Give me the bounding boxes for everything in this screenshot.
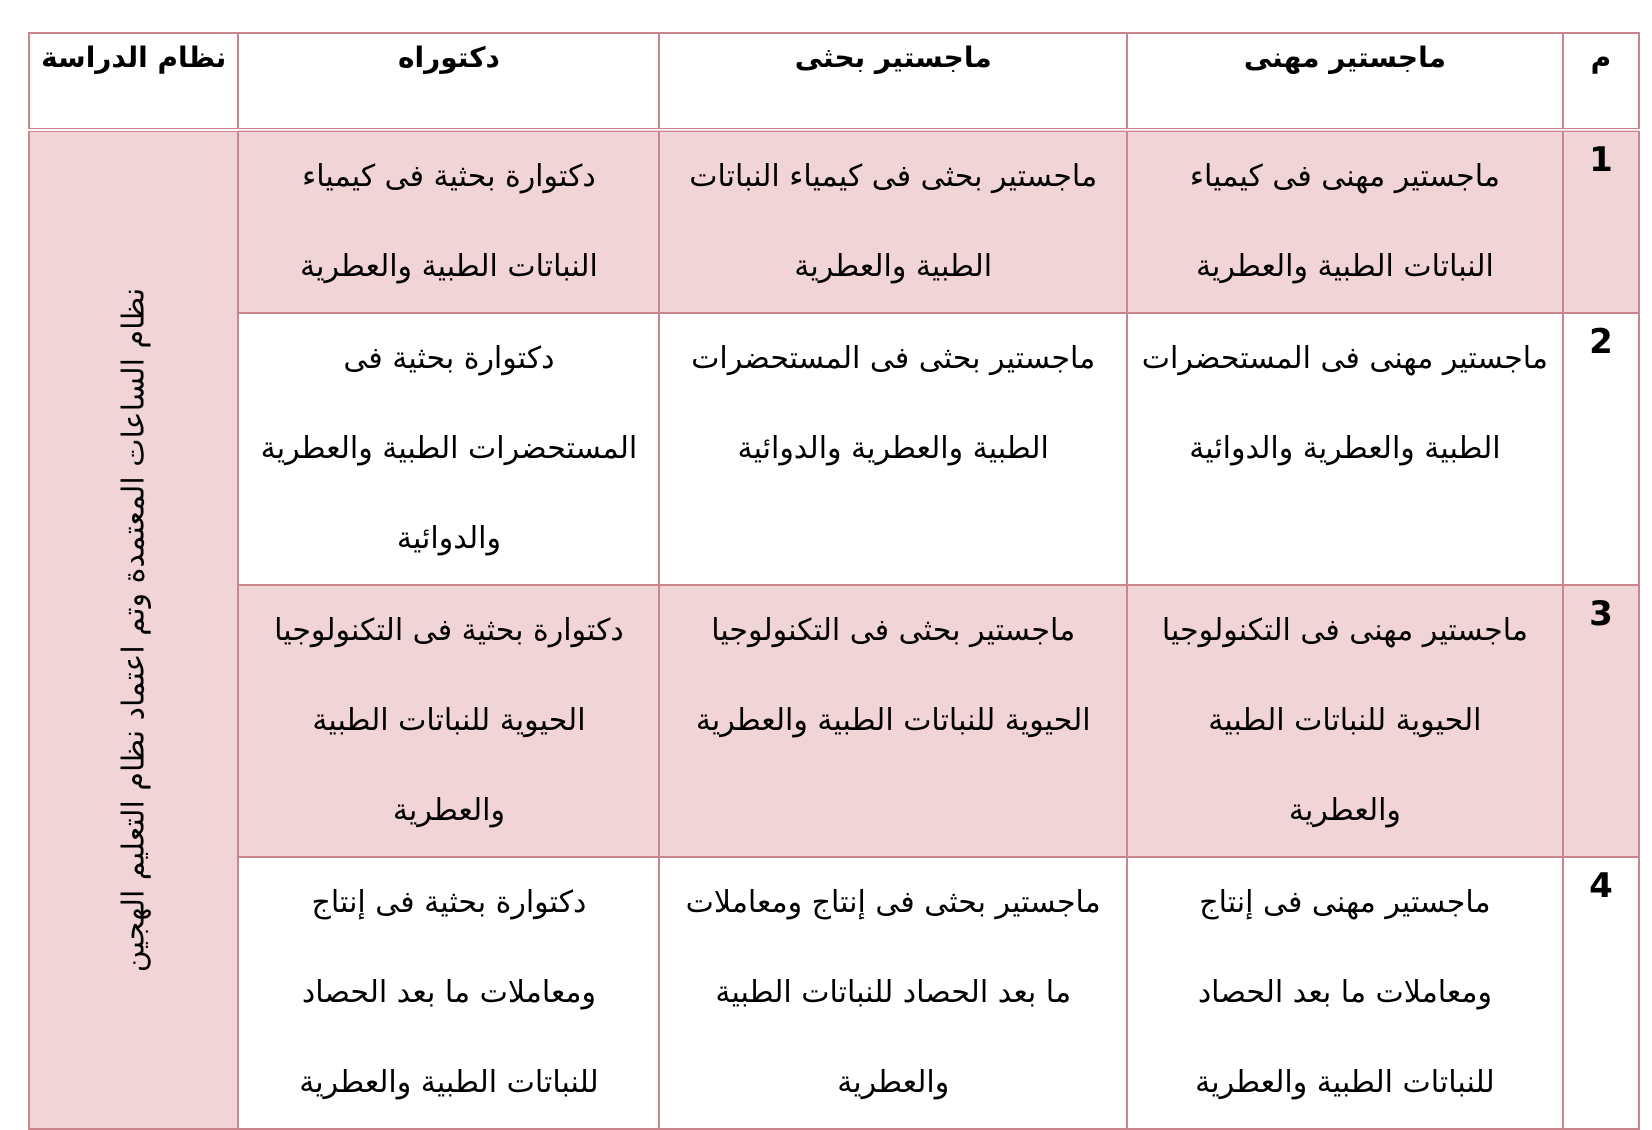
research-master-cell bbox=[659, 313, 1127, 585]
cell-line: ومعاملات ما بعد الحصاد bbox=[1197, 975, 1492, 1010]
header-system: نظام الدراسة bbox=[29, 33, 238, 130]
cell-line: الحيوية للنباتات الطبية bbox=[1208, 703, 1482, 738]
table-row bbox=[29, 585, 1639, 857]
cell-line: دكتوارة بحثية فى التكنولوجيا bbox=[274, 613, 624, 648]
header-research-master: ماجستير بحثى bbox=[659, 33, 1127, 130]
cell-line: ماجستير مهنى فى التكنولوجيا bbox=[1161, 613, 1528, 648]
professional-master-cell bbox=[1127, 585, 1563, 857]
header-row bbox=[29, 33, 1639, 130]
cell-line: ماجستير مهنى فى إنتاج bbox=[1199, 885, 1491, 920]
cell-line: للنباتات الطبية والعطرية bbox=[299, 1065, 599, 1100]
row-number: 4 bbox=[1563, 857, 1639, 1129]
cell-line: النباتات الطبية والعطرية bbox=[300, 249, 598, 284]
cell-line: والعطرية bbox=[1288, 793, 1401, 828]
cell-line: المستحضرات الطبية والعطرية bbox=[260, 431, 638, 466]
professional-master-cell bbox=[1127, 130, 1563, 313]
cell-line: الحيوية للنباتات الطبية bbox=[312, 703, 586, 738]
cell-line: والعطرية bbox=[392, 793, 505, 828]
professional-master-cell bbox=[1127, 857, 1563, 1129]
row-number: 1 bbox=[1563, 130, 1639, 313]
table-row bbox=[29, 857, 1639, 1129]
cell-line: الطبية والعطرية والدوائية bbox=[1189, 431, 1501, 466]
doctorate-cell bbox=[238, 313, 659, 585]
cell-line: ماجستير بحثى فى التكنولوجيا bbox=[711, 613, 1076, 648]
cell-line: الطبية والعطرية والدوائية bbox=[737, 431, 1049, 466]
cell-line: والدوائية bbox=[396, 521, 501, 556]
cell-line: الطبية والعطرية bbox=[794, 249, 993, 284]
header-number: م bbox=[1563, 33, 1639, 130]
cell-line: ومعاملات ما بعد الحصاد bbox=[301, 975, 596, 1010]
programs-table-container bbox=[28, 32, 1640, 1124]
header-professional-master: ماجستير مهنى bbox=[1127, 33, 1563, 130]
cell-line: ماجستير بحثى فى المستحضرات bbox=[691, 341, 1096, 376]
row-number: 2 bbox=[1563, 313, 1639, 585]
doctorate-cell bbox=[238, 130, 659, 313]
cell-line: ماجستير بحثى فى كيمياء النباتات bbox=[689, 159, 1098, 194]
study-system-text: نظام الساعات المعتمدة وتم اعتماد نظام التعليم الهجين bbox=[116, 287, 152, 973]
row-number: 3 bbox=[1563, 585, 1639, 857]
programs-table bbox=[28, 32, 1640, 1130]
cell-line: ماجستير بحثى فى إنتاج ومعاملات bbox=[685, 885, 1101, 920]
doctorate-cell bbox=[238, 857, 659, 1129]
cell-line: ماجستير مهنى فى كيمياء bbox=[1189, 159, 1500, 194]
research-master-cell bbox=[659, 585, 1127, 857]
cell-line: والعطرية bbox=[837, 1065, 950, 1100]
research-master-cell bbox=[659, 857, 1127, 1129]
study-system-cell bbox=[29, 130, 238, 1129]
header-doctorate: دكتوراه bbox=[238, 33, 659, 130]
cell-line: النباتات الطبية والعطرية bbox=[1195, 249, 1494, 284]
cell-line: ما بعد الحصاد للنباتات الطبية bbox=[715, 975, 1072, 1010]
cell-line: دكتوارة بحثية فى bbox=[343, 341, 555, 376]
table-row bbox=[29, 130, 1639, 313]
cell-line: دكتوارة بحثية فى إنتاج bbox=[311, 885, 587, 920]
professional-master-cell bbox=[1127, 313, 1563, 585]
cell-line: الحيوية للنباتات الطبية والعطرية bbox=[695, 703, 1091, 738]
table-row bbox=[29, 313, 1639, 585]
cell-line: دكتوارة بحثية فى كيمياء bbox=[302, 159, 596, 194]
cell-line: للنباتات الطبية والعطرية bbox=[1195, 1065, 1495, 1100]
cell-line: ماجستير مهنى فى المستحضرات bbox=[1141, 341, 1548, 376]
doctorate-cell bbox=[238, 585, 659, 857]
research-master-cell bbox=[659, 130, 1127, 313]
